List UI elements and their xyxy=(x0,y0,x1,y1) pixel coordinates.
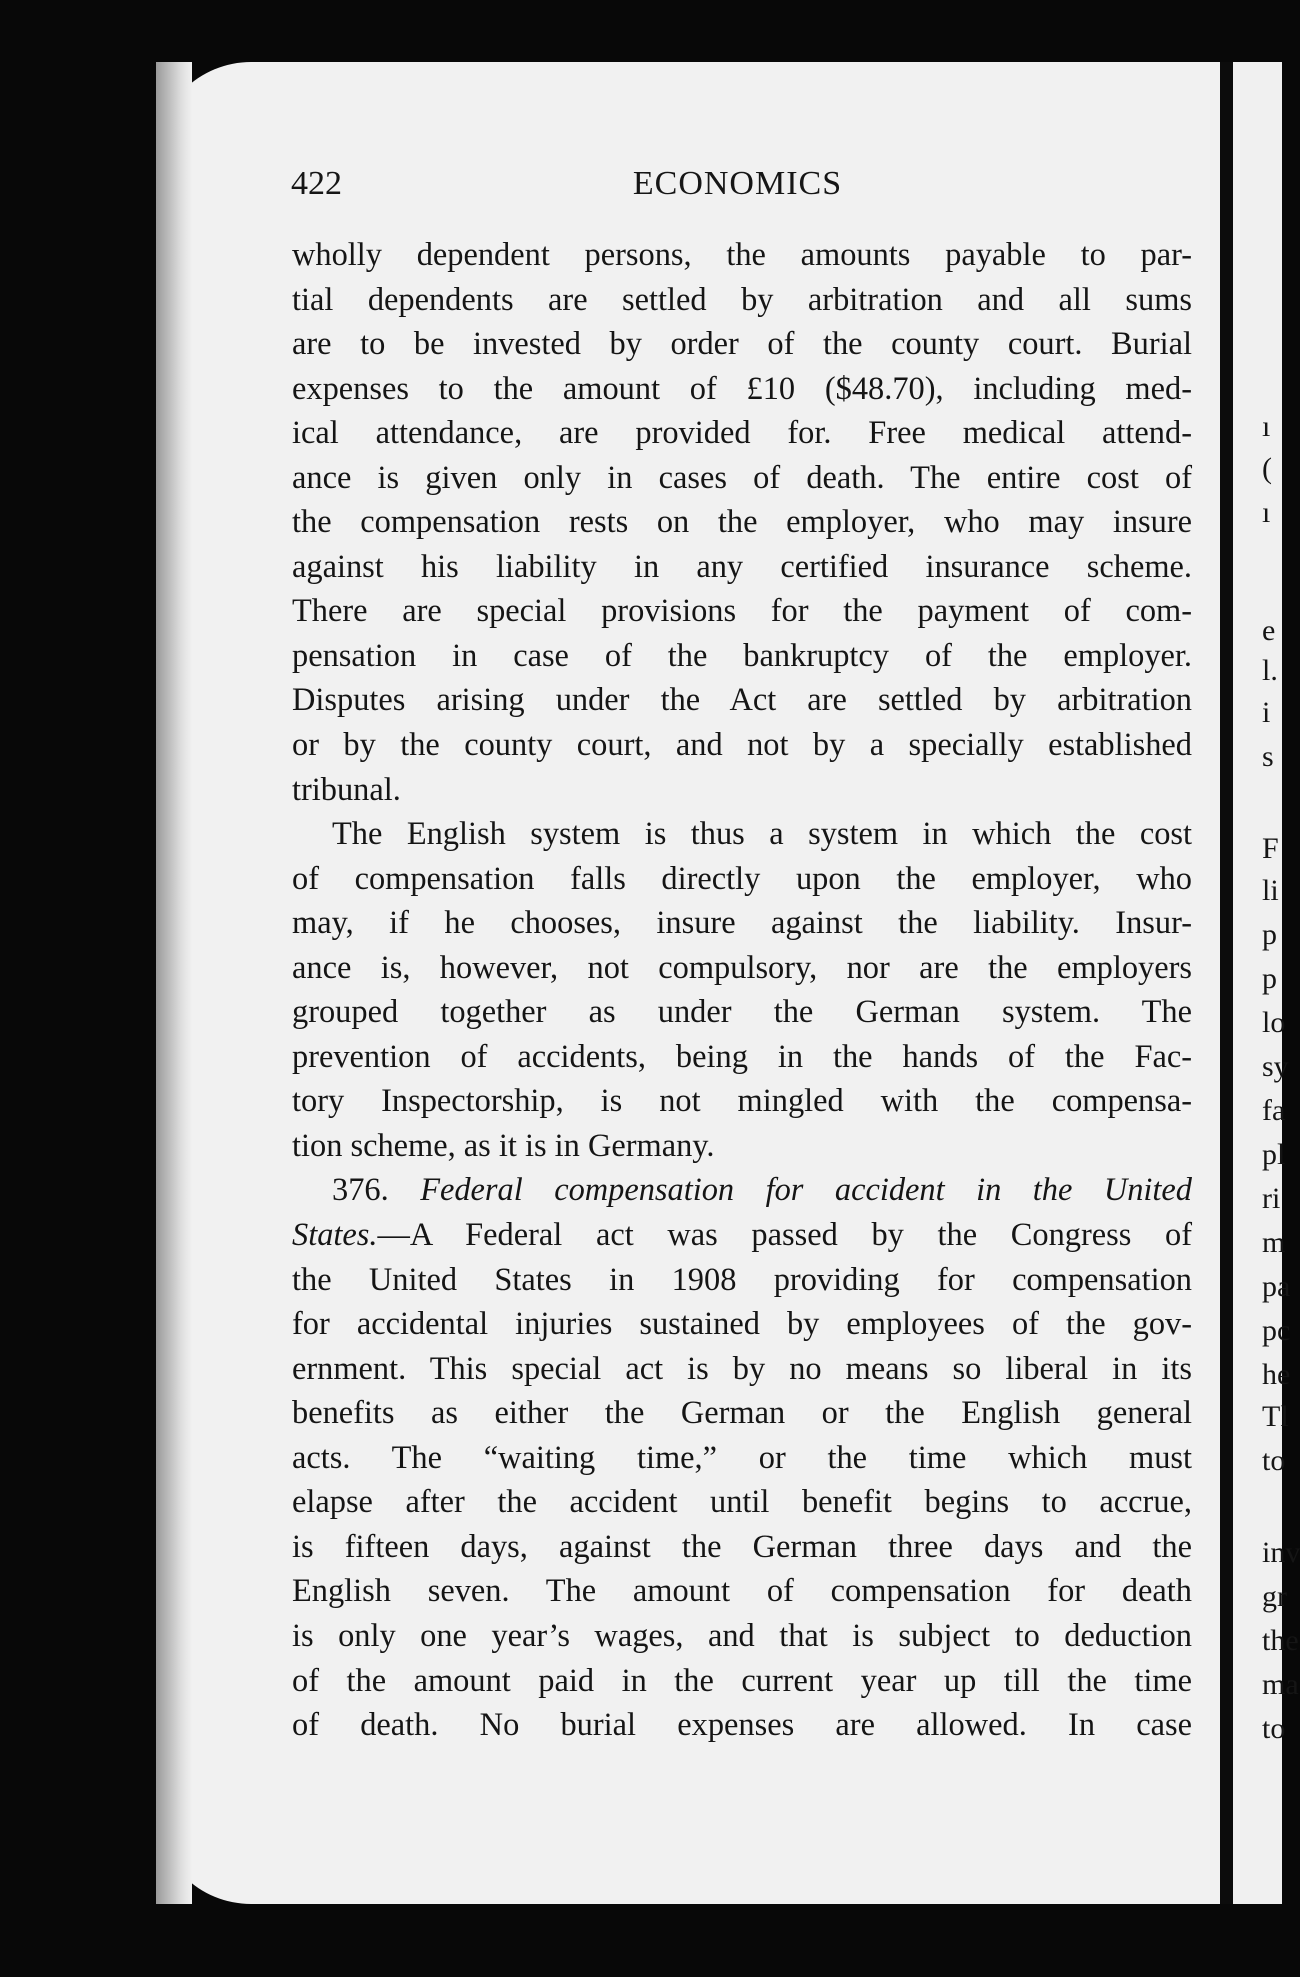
section-title-continued: States. xyxy=(292,1217,378,1254)
text-line: elapse after the accident until benefit begins to accrue, xyxy=(292,1484,1192,1521)
facing-page-fragment: gr xyxy=(1262,1580,1287,1613)
section-heading-line xyxy=(292,1168,1192,1213)
facing-page-fragment: sy xyxy=(1262,1050,1289,1083)
facing-page-fragment: l. xyxy=(1262,654,1278,687)
text-line: are to be invested by order of the county court. Burial xyxy=(292,326,1192,363)
text-line: Disputes arising under the Act are settled by arbitration xyxy=(292,682,1192,719)
facing-page-fragment: to xyxy=(1262,1712,1286,1745)
facing-page-fragment: ( xyxy=(1262,452,1272,485)
text-line: prevention of accidents, being in the hands of the Fac- xyxy=(292,1038,1192,1075)
text-line: tory Inspectorship, is not mingled with the compensa- xyxy=(292,1083,1192,1120)
text-line: benefits as either the German or the English general xyxy=(292,1395,1192,1432)
facing-page-fragment: pa xyxy=(1262,1270,1291,1303)
facing-page-fragment: s xyxy=(1262,740,1274,773)
text-line: ance is given only in cases of death. The entire cost of xyxy=(292,459,1192,496)
facing-page-fragment: m xyxy=(1262,1226,1286,1259)
text-line: ance is, however, not compulsory, nor are the employers xyxy=(292,949,1192,986)
facing-page-fragment: he xyxy=(1262,1358,1291,1391)
text-line: against his liability in any certified insurance scheme. xyxy=(292,548,1192,585)
facing-page-fragment: pl xyxy=(1262,1138,1286,1171)
section-text: —A Federal act was passed by the Congress of xyxy=(377,1217,1192,1254)
section-title: Federal compensation for accident in the United xyxy=(420,1172,1192,1209)
text-line: tribunal. xyxy=(292,771,401,808)
text-line: English seven. The amount of compensation for death xyxy=(292,1573,1192,1610)
text-line: of the amount paid in the current year up till the time xyxy=(292,1662,1192,1699)
text-line: may, if he chooses, insure against the liability. Insur- xyxy=(292,905,1192,942)
facing-page-fragment: the xyxy=(1262,1624,1299,1657)
text-line: of death. No burial expenses are allowed. In case xyxy=(292,1707,1192,1744)
facing-page-fragment: to xyxy=(1262,1444,1286,1477)
facing-page-fragment: p xyxy=(1262,918,1277,951)
facing-page-fragment: F xyxy=(1262,832,1279,865)
section-number: 376. xyxy=(332,1172,389,1209)
text-line: ernment. This special act is by no means so liberal in its xyxy=(292,1350,1192,1387)
text-line: ical attendance, are provided for. Free medical attend- xyxy=(292,415,1192,452)
facing-page-fragment: li xyxy=(1262,874,1279,907)
text-line: is only one year’s wages, and that is subject to deduction xyxy=(292,1617,1192,1654)
facing-page-fragment: i xyxy=(1262,696,1271,729)
text-line: The English system is thus a system in which the cost xyxy=(332,816,1192,853)
book-gutter xyxy=(1220,62,1234,1904)
text-line: of compensation falls directly upon the employer, who xyxy=(292,860,1192,897)
facing-page-fragment: pc xyxy=(1262,1314,1291,1347)
facing-page-fragment: ı xyxy=(1262,496,1271,529)
text-line: is fifteen days, against the German three days and the xyxy=(292,1528,1192,1565)
facing-page-fragment: Tl xyxy=(1262,1400,1289,1433)
running-title: ECONOMICS xyxy=(632,165,843,202)
facing-page-fragment: ma xyxy=(1262,1668,1299,1701)
facing-page-fragment: ı xyxy=(1262,410,1271,443)
facing-page-fragment: ri xyxy=(1262,1182,1281,1215)
facing-page-fragment: p xyxy=(1262,962,1277,995)
text-line: for accidental injuries sustained by employees of the gov- xyxy=(292,1306,1192,1343)
text-line: or by the county court, and not by a specially established xyxy=(292,727,1192,764)
page-number: 422 xyxy=(291,165,342,202)
text-line: the United States in 1908 providing for compensation xyxy=(292,1261,1192,1298)
text-line: tial dependents are settled by arbitration and all sums xyxy=(292,281,1192,318)
text-line: pensation in case of the bankruptcy of the employer. xyxy=(292,637,1192,674)
text-line: tion scheme, as it is in Germany. xyxy=(292,1127,715,1164)
text-line: grouped together as under the German system. The xyxy=(292,994,1192,1031)
text-line: wholly dependent persons, the amounts payable to par- xyxy=(292,237,1192,273)
text-line: There are special provisions for the payment of com- xyxy=(292,593,1192,630)
text-line: the compensation rests on the employer, who may insure xyxy=(292,504,1192,541)
facing-page-fragment: lo xyxy=(1262,1006,1286,1039)
text-line xyxy=(292,1213,1192,1258)
facing-page-fragment: fa xyxy=(1262,1094,1286,1127)
body-text xyxy=(292,233,1192,1748)
facing-page-fragment: e xyxy=(1262,614,1276,647)
running-head xyxy=(291,165,1184,215)
facing-page-fragment: inv xyxy=(1262,1536,1300,1569)
text-line: acts. The “waiting time,” or the time which must xyxy=(292,1439,1192,1476)
text-line: expenses to the amount of £10 ($48.70), including med- xyxy=(292,370,1192,407)
page-curve-shadow xyxy=(156,62,192,1904)
